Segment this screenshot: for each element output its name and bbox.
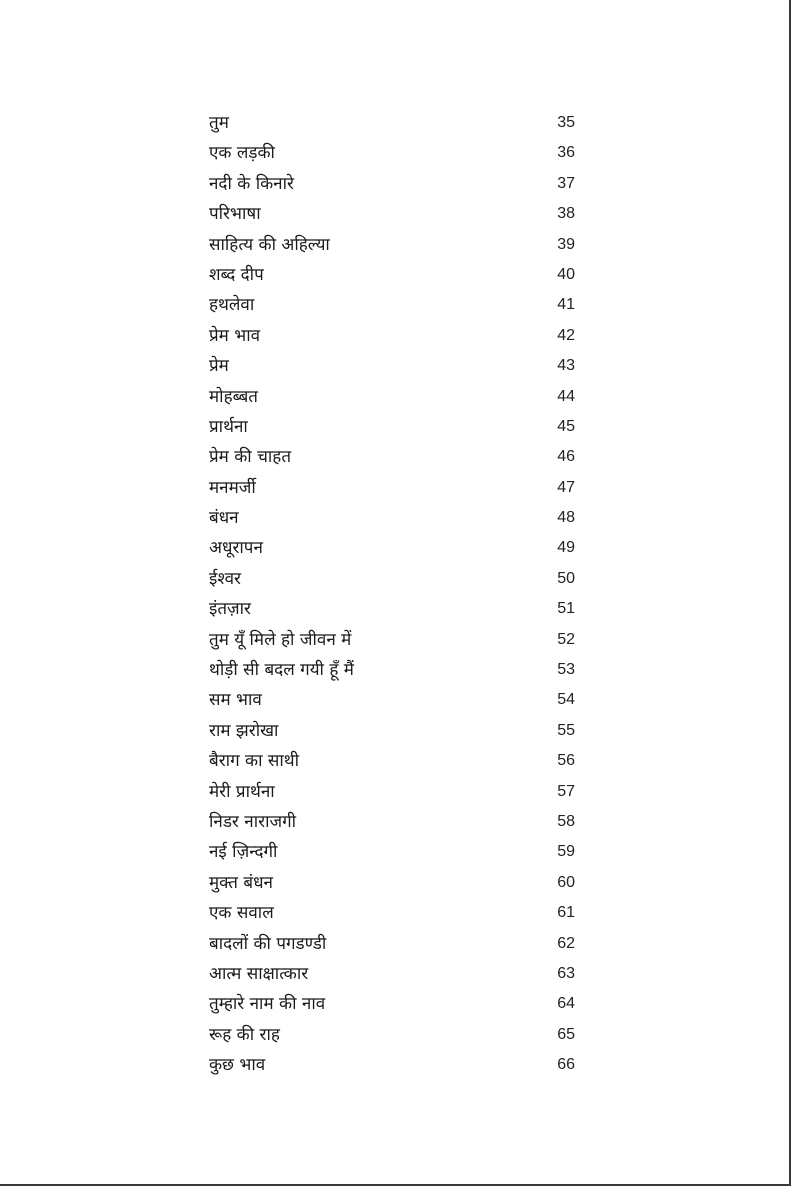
toc-entry-page-number: 60	[557, 873, 575, 891]
toc-entry-page-number: 35	[557, 114, 575, 131]
toc-entry-page-number: 51	[557, 600, 575, 618]
toc-entry	[209, 138, 575, 168]
toc-entry-title: थोड़ी सी बदल गयी हूँ मैं	[209, 660, 354, 681]
toc-entry-page-number: 55	[557, 721, 575, 739]
toc-entry	[209, 959, 575, 989]
toc-entry	[209, 169, 575, 199]
toc-entry-page-number: 42	[557, 326, 575, 344]
toc-entry	[209, 230, 575, 260]
toc-entry-title: राम झरोखा	[209, 720, 279, 741]
toc-entry	[209, 594, 575, 624]
toc-entry-page-number: 39	[557, 235, 575, 253]
toc-entry-title: एक सवाल	[209, 903, 274, 924]
toc-entry-title: बंधन	[209, 508, 239, 529]
toc-entry	[209, 473, 575, 503]
toc-entry-title: मोहब्बत	[209, 386, 258, 407]
toc-entry-title: बैराग का साथी	[209, 751, 300, 772]
toc-entry-title: मनमर्जी	[209, 477, 256, 498]
toc-entry-title: बादलों की पगडण्डी	[209, 933, 327, 954]
toc-entry-page-number: 43	[557, 357, 575, 375]
toc-entry-page-number: 45	[557, 417, 575, 435]
toc-entry	[209, 685, 575, 715]
toc-entry	[209, 777, 575, 807]
toc-entry-page-number: 52	[557, 630, 575, 648]
toc-entry-title: तुम्हारे नाम की नाव	[209, 994, 326, 1015]
toc-entry	[209, 716, 575, 746]
toc-entry-title: तुम यूँ मिले हो जीवन में	[209, 629, 352, 650]
toc-entry-page-number: 49	[557, 539, 575, 557]
toc-entry-page-number: 54	[557, 691, 575, 709]
toc-entry	[209, 290, 575, 320]
toc-entry	[209, 533, 575, 563]
toc-entry-page-number: 63	[557, 964, 575, 982]
toc-entry-title: प्रेम भाव	[209, 325, 261, 346]
toc-entry-page-number: 38	[557, 205, 575, 223]
toc-entry-title: मुक्त बंधन	[209, 872, 273, 893]
toc-entry-page-number: 56	[557, 752, 575, 770]
toc-entry	[209, 382, 575, 412]
toc-entry	[209, 625, 575, 655]
toc-entry-title: प्रेम की चाहत	[209, 447, 292, 468]
toc-entry	[209, 108, 575, 138]
toc-entry-page-number: 64	[557, 995, 575, 1013]
toc-entry-page-number: 58	[557, 812, 575, 830]
toc-entry	[209, 321, 575, 351]
toc-entry-title: परिभाषा	[209, 204, 261, 225]
toc-entry-title: नई ज़िन्दगी	[209, 842, 278, 863]
toc-entry	[209, 898, 575, 928]
toc-entry	[209, 746, 575, 776]
toc-entry	[209, 412, 575, 442]
toc-entry	[209, 1020, 575, 1050]
toc-entry	[209, 929, 575, 959]
toc-entry	[209, 351, 575, 381]
toc-entry-page-number: 66	[557, 1056, 575, 1074]
toc-entry-title: आत्म साक्षात्कार	[209, 963, 309, 984]
toc-entry-page-number: 37	[557, 174, 575, 192]
toc-entry	[209, 989, 575, 1019]
toc-entry-page-number: 59	[557, 843, 575, 861]
toc-entry-page-number: 40	[557, 265, 575, 283]
toc-entry-title: अधूरापन	[209, 538, 263, 559]
toc-entry	[209, 837, 575, 867]
toc-entry-page-number: 36	[557, 144, 575, 162]
toc-entry-title: प्रार्थना	[209, 416, 248, 437]
toc-entry-title: सम भाव	[209, 690, 262, 711]
toc-entry	[209, 1050, 575, 1080]
toc-entry-title: शब्द दीप	[209, 264, 264, 285]
toc-entry-title: रूह की राह	[209, 1024, 280, 1045]
toc-entry-page-number: 44	[557, 387, 575, 405]
toc-entry-page-number: 61	[557, 904, 575, 922]
toc-entry-page-number: 65	[557, 1025, 575, 1043]
toc-entry	[209, 868, 575, 898]
toc-entry-page-number: 62	[557, 934, 575, 952]
toc-entry-title: नदी के किनारे	[209, 173, 294, 194]
toc-entry	[209, 564, 575, 594]
toc-entry-title: एक लड़की	[209, 143, 275, 164]
toc-entry	[209, 442, 575, 472]
toc-entry	[209, 655, 575, 685]
toc-entry-title: कुछ भाव	[209, 1055, 266, 1076]
toc-entry-page-number: 53	[557, 661, 575, 679]
toc-entry-title: मेरी प्रार्थना	[209, 781, 275, 802]
toc-entry-title: निडर नाराजगी	[209, 811, 297, 832]
toc-entry-title: इंतज़ार	[209, 599, 252, 620]
toc-entry-page-number: 48	[557, 509, 575, 527]
toc-entry-title: साहित्य की अहिल्या	[209, 234, 330, 255]
toc-entry-page-number: 47	[557, 478, 575, 496]
toc-entry	[209, 807, 575, 837]
toc-entry-page-number: 57	[557, 782, 575, 800]
toc-entry-page-number: 41	[557, 296, 575, 314]
toc-entry	[209, 199, 575, 229]
toc-entry-page-number: 46	[557, 448, 575, 466]
toc-entry-page-number: 50	[557, 569, 575, 587]
table-of-contents	[209, 108, 575, 1081]
toc-entry	[209, 260, 575, 290]
toc-entry-title: तुम	[209, 113, 229, 133]
toc-entry-title: हथलेवा	[209, 295, 255, 316]
toc-entry	[209, 503, 575, 533]
toc-entry-title: प्रेम	[209, 356, 229, 377]
toc-entry-title: ईश्वर	[209, 568, 241, 589]
